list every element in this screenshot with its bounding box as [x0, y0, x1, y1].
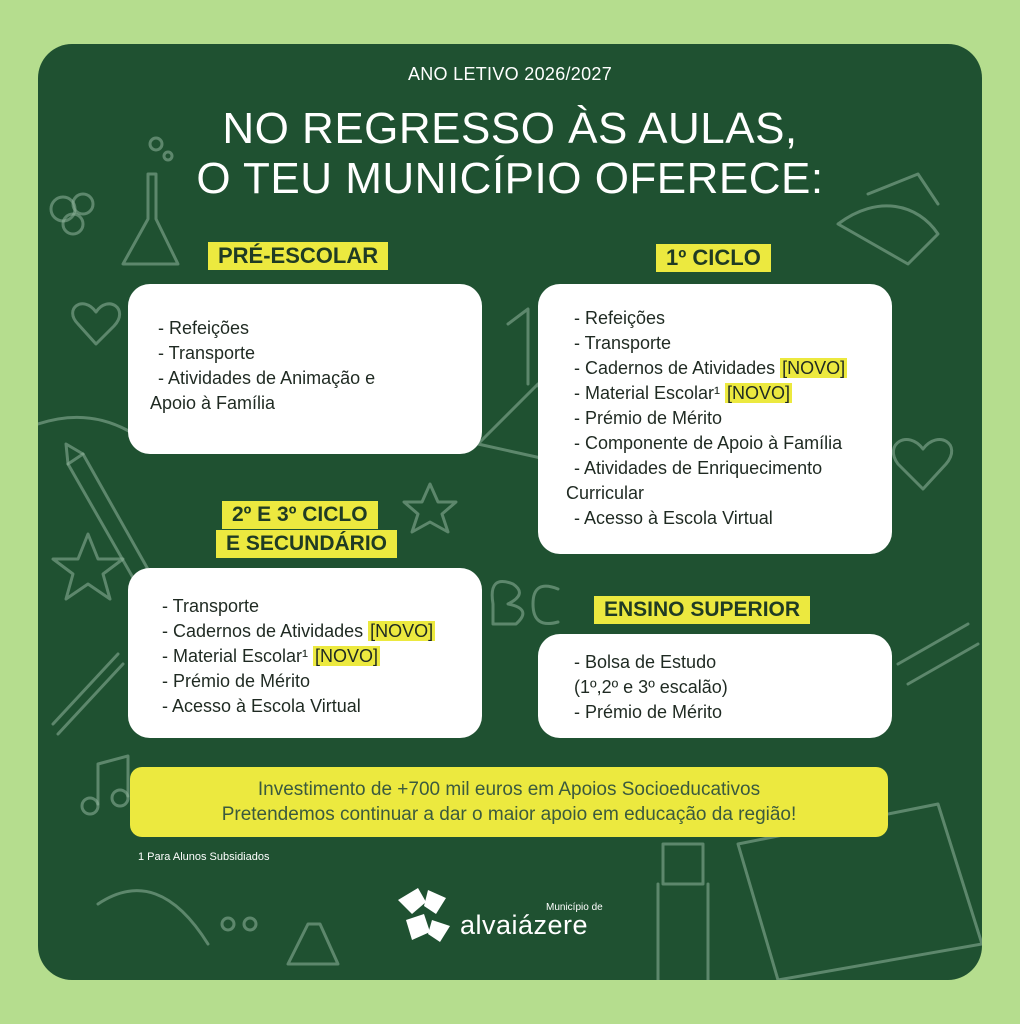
card-primeiro-ciclo	[538, 284, 892, 554]
label-segundo-terceiro-line2: E SECUNDÁRIO	[216, 530, 397, 558]
novo-tag: [NOVO]	[370, 621, 434, 641]
list-item: - Acesso à Escola Virtual	[162, 696, 361, 716]
list-item: - Refeições	[158, 318, 250, 338]
list-item: - Atividades de Animação e	[158, 368, 376, 388]
novo-tag: [NOVO]	[727, 383, 791, 403]
label-ensino-superior: ENSINO SUPERIOR	[594, 596, 810, 624]
list-item: - Atividades de Enriquecimento	[574, 458, 823, 478]
list-item: - Transporte	[162, 596, 260, 616]
label-primeiro-ciclo: 1º CICLO	[656, 244, 771, 272]
list-item: - Prémio de Mérito	[162, 671, 311, 691]
banner-line-2: Pretendemos continuar a dar o maior apoio em educação da região!	[221, 804, 797, 825]
list-item: - Prémio de Mérito	[574, 702, 723, 722]
list-item: Apoio à Família	[150, 393, 276, 413]
list-item: - Material Escolar¹ [NOVO]	[574, 383, 791, 403]
card-ensino-superior	[538, 634, 892, 738]
novo-tag: [NOVO]	[315, 646, 379, 666]
title-line-2: O TEU MUNICÍPIO OFERECE:	[196, 154, 824, 203]
chalkboard	[38, 44, 982, 980]
novo-tag: [NOVO]	[782, 358, 846, 378]
logo-prefix: Município de	[546, 902, 603, 913]
school-year: ANO LETIVO 2026/2027	[407, 64, 613, 84]
list-item: - Cadernos de Atividades [NOVO]	[574, 358, 846, 378]
label-segundo-terceiro-line1: 2º E 3º CICLO	[222, 501, 378, 529]
card-pre-escolar	[128, 284, 482, 454]
list-item: - Refeições	[574, 308, 666, 328]
list-item: - Material Escolar¹ [NOVO]	[162, 646, 379, 666]
list-item: - Transporte	[158, 343, 256, 363]
list-item: - Prémio de Mérito	[574, 408, 723, 428]
list-item: (1º,2º e 3º escalão)	[574, 677, 728, 697]
card-segundo-terceiro	[128, 568, 482, 738]
list-item: - Componente de Apoio à Família	[574, 433, 843, 453]
list-item: - Transporte	[574, 333, 672, 353]
list-item: - Acesso à Escola Virtual	[574, 508, 773, 528]
logo-wordmark: alvaiázere	[460, 910, 589, 940]
list-item: - Bolsa de Estudo	[574, 652, 717, 672]
list-item: - Cadernos de Atividades [NOVO]	[162, 621, 434, 641]
list-item: Curricular	[566, 483, 645, 503]
investment-banner	[130, 767, 888, 837]
label-pre-escolar: PRÉ-ESCOLAR	[208, 242, 388, 270]
municipality-logo	[388, 880, 638, 950]
alvaiazere-emblem-icon	[388, 880, 458, 950]
banner-line-1: Investimento de +700 mil euros em Apoios Socioeducativos	[257, 779, 761, 800]
page-title	[38, 104, 982, 204]
footnote: 1 Para Alunos Subsidiados	[138, 851, 270, 863]
title-line-1: NO REGRESSO ÀS AULAS,	[222, 104, 798, 153]
